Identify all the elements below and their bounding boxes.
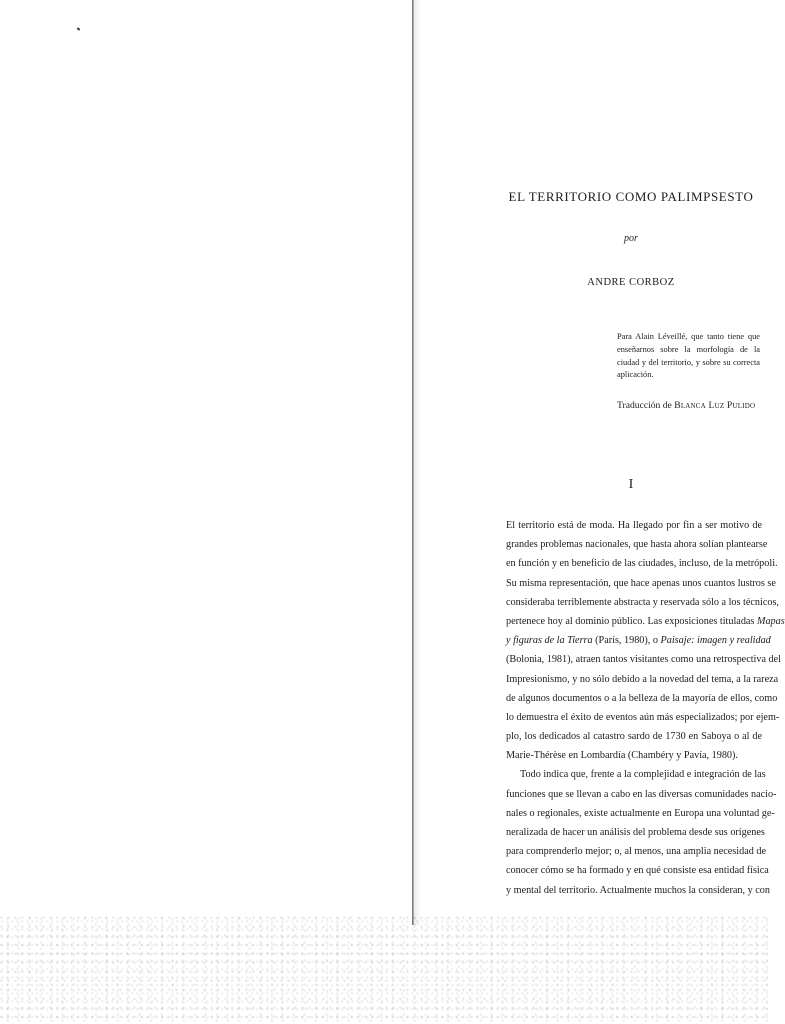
body-line: grandes problemas nacionales, que hasta ahora solían plantearse: [506, 539, 768, 551]
body-line: El territorio está de moda. Ha llegado por fin a ser motivo de: [506, 520, 762, 531]
body-line: neralizada de hacer un análisis del problema desde sus orígenes: [506, 827, 765, 838]
body-line: consideraba terriblemente abstracta y reservada sólo a los técnicos,: [506, 596, 779, 608]
body-line: plo, los dedicados al catastro sardo de 1730 en Saboya o al de: [506, 731, 762, 743]
byline-por: por: [624, 233, 638, 244]
author-name: ANDRE CORBOZ: [587, 277, 675, 288]
body-text: [506, 516, 785, 900]
body-line: y figuras de la Tierra (París, 1980), o Paisaje: imagen y realidad: [506, 635, 771, 647]
body-line: nales o regionales, existe actualmente en Europa una voluntad ge-: [506, 807, 775, 819]
translator-name: Blanca Luz Pulido: [674, 400, 756, 411]
body-line: Su misma representación, que hace apenas unos cuantos lustros se: [506, 577, 776, 589]
body-line: y mental del territorio. Actualmente muchos la consideran, y con: [506, 884, 770, 896]
translation-prefix: Traducción de: [617, 400, 672, 411]
translation-credit: [617, 400, 762, 411]
body-line: Marie-Thérèse en Lombardía (Chambéry y Pavía, 1980).: [506, 750, 738, 762]
gutter-shadow: [414, 0, 422, 925]
body-line: de algunos documentos o a la belleza de la mayoría de ellos, como: [506, 692, 778, 704]
scan-noise: [0, 915, 768, 1024]
section-number: I: [628, 477, 634, 492]
scan-speck: [77, 27, 81, 30]
body-line: en función y en beneficio de las ciudades, incluso, de la metrópoli.: [506, 558, 778, 570]
body-line: Impresionismo, y no sólo debido a la novedad del tema, a la rareza: [506, 673, 779, 685]
body-line: lo demuestra el éxito de eventos aún más especializados; por ejem-: [506, 711, 780, 723]
body-line: (Bolonia, 1981), atraen tantos visitantes como una retrospectiva del: [506, 654, 781, 666]
article-title: EL TERRITORIO COMO PALIMPSESTO: [508, 189, 754, 204]
body-line: Todo indica que, frente a la complejidad e integración de las: [520, 769, 766, 781]
dedication: Para Alain Léveillé, que tanto tiene que enseñarnos sobre la morfología de la ciudad y del territorio, y sobre su correcta aplicación.: [617, 332, 760, 380]
body-line: conocer cómo se ha formado y en qué consiste esa entidad física: [506, 865, 769, 877]
body-line: funciones que se llevan a cabo en las diversas comunidades nacio-: [506, 788, 777, 800]
body-line: para comprenderlo mejor; o, al menos, una amplia necesidad de: [506, 846, 766, 858]
body-line: pertenece hoy al dominio público. Las exposiciones tituladas Mapas: [506, 615, 785, 627]
